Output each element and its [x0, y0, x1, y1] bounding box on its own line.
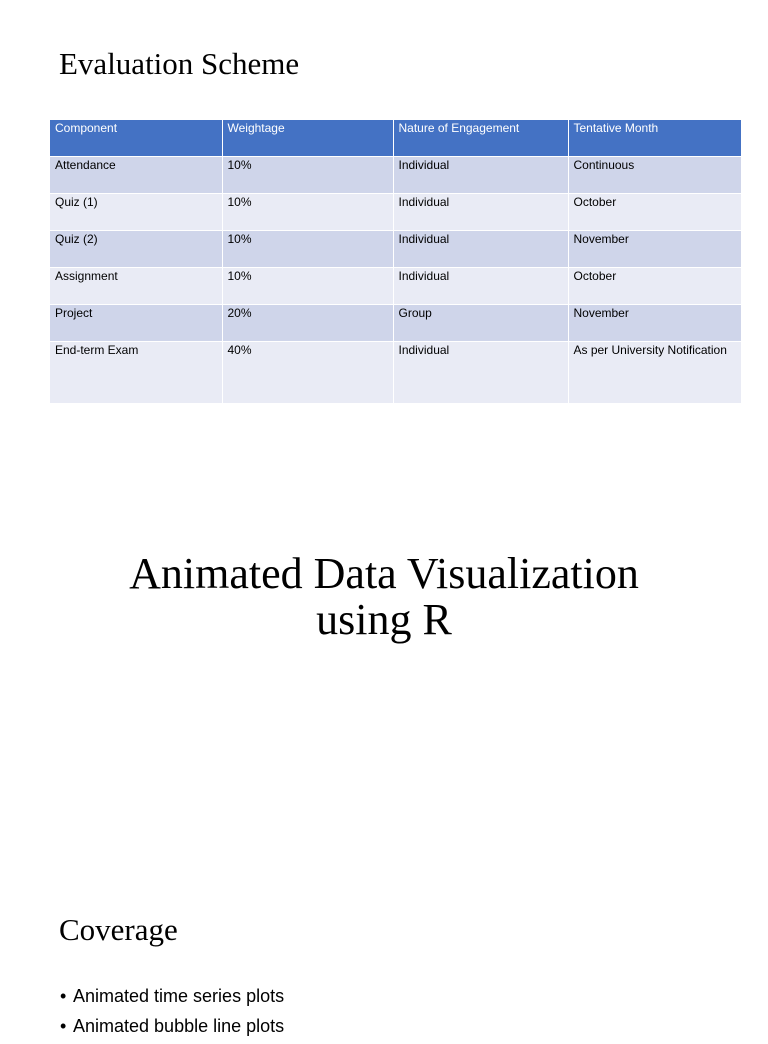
cell-weightage: 10%	[222, 231, 393, 268]
cell-weightage: 10%	[222, 157, 393, 194]
cell-month: Continuous	[568, 157, 741, 194]
table-row	[50, 268, 741, 305]
header-tentative-month: Tentative Month	[568, 120, 741, 157]
cell-weightage: 20%	[222, 305, 393, 342]
list-item-text: Animated bubble line plots	[73, 1016, 285, 1036]
table-row	[50, 231, 741, 268]
cell-weightage: 10%	[222, 194, 393, 231]
cell-month: As per University Notification	[568, 342, 741, 404]
cell-engagement: Individual	[393, 342, 568, 404]
cell-component: End-term Exam	[50, 342, 222, 404]
cell-weightage: 10%	[222, 268, 393, 305]
list-item-text: Animated time series plots	[73, 986, 285, 1006]
cell-component: Quiz (1)	[50, 194, 222, 231]
list-item	[60, 984, 284, 1014]
bullet-icon: •	[60, 986, 67, 1006]
evaluation-title: Evaluation Scheme	[59, 46, 300, 81]
header-component: Component	[50, 120, 222, 157]
cell-engagement: Individual	[393, 268, 568, 305]
evaluation-table	[50, 120, 741, 403]
cell-component: Project	[50, 305, 222, 342]
table-header-row	[50, 120, 741, 157]
table-row	[50, 305, 741, 342]
header-nature-of-engagement: Nature of Engagement	[393, 120, 568, 157]
header-weightage: Weightage	[222, 120, 393, 157]
cell-component: Attendance	[50, 157, 222, 194]
cell-engagement: Individual	[393, 194, 568, 231]
list-item	[60, 1014, 284, 1044]
table-row	[50, 157, 741, 194]
cell-engagement: Individual	[393, 157, 568, 194]
coverage-title: Coverage	[59, 912, 178, 947]
table-row	[50, 342, 741, 404]
cell-month: November	[568, 305, 741, 342]
coverage-list	[60, 984, 284, 1044]
cell-month: November	[568, 231, 741, 268]
slide-title-line-2: using R	[316, 595, 452, 644]
bullet-icon: •	[60, 1016, 67, 1036]
cell-month: October	[568, 194, 741, 231]
cell-component: Assignment	[50, 268, 222, 305]
cell-weightage: 40%	[222, 342, 393, 404]
cell-component: Quiz (2)	[50, 231, 222, 268]
slide-title	[0, 551, 768, 643]
cell-month: October	[568, 268, 741, 305]
cell-engagement: Group	[393, 305, 568, 342]
cell-engagement: Individual	[393, 231, 568, 268]
table-row	[50, 194, 741, 231]
slide-title-line-1: Animated Data Visualization	[129, 549, 639, 598]
